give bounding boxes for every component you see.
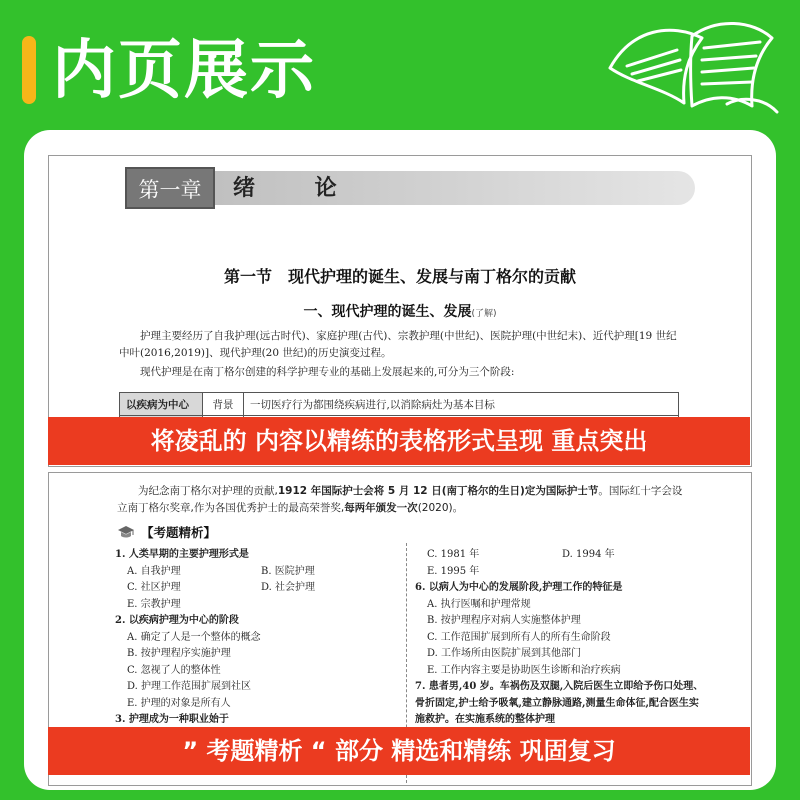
option-c: C. 1981 年: [427, 549, 480, 560]
option-d: D. 护理工作范围扩展到社区: [127, 681, 252, 692]
question-2: 2. 以疾病护理为中心的阶段: [115, 615, 239, 626]
intro-part-a: 为纪念南丁格尔对护理的贡献,: [138, 485, 278, 497]
questions-right-column: [415, 547, 705, 729]
option-b: B. 医院护理: [261, 565, 315, 577]
page-title: 内页展示: [52, 34, 316, 108]
question-1-options-cd: [115, 580, 395, 597]
option-a: A. 确定了人是一个整体的概念: [127, 631, 261, 643]
sub-title: [49, 301, 751, 321]
questions-left-column: [115, 547, 395, 729]
question-1-options-ab: [115, 564, 395, 581]
section-title: 第一节 现代护理的诞生、发展与南丁格尔的贡献: [223, 267, 576, 286]
option-c: C. 忽视了人的整体性: [127, 664, 221, 676]
paragraph-history: 护理主要经历了自我护理(远古时代)、家庭护理(古代)、宗教护理(中世纪)、医院护理(中世纪末)、近代护理[19 世纪中叶(2016,2019)]、现代护理(20 世纪)的历史演变过程。: [119, 330, 677, 359]
chapter-label: 第一章: [125, 167, 215, 209]
paragraph-stages: 现代护理是在南丁格尔创建的科学护理专业的基础上发展起来的,可分为三个阶段:: [140, 366, 515, 378]
option-e: E. 宗教护理: [127, 598, 181, 610]
graduation-cap-icon: [117, 525, 135, 539]
option-e: E. 工作内容主要是协助医生诊断和治疗疾病: [427, 664, 621, 676]
paper-sheets-icon: [592, 8, 792, 128]
option-d: D. 1994 年: [562, 549, 615, 560]
table-row: [120, 393, 679, 416]
option-d: D. 社会护理: [261, 582, 316, 593]
option-a: A. 自我护理: [127, 565, 181, 577]
table-cell-label: 背景: [203, 393, 244, 416]
question-6: 6. 以病人为中心的发展阶段,护理工作的特征是: [415, 582, 623, 593]
option-b: B. 按护理程序实施护理: [127, 648, 231, 659]
title-accent-bar: [22, 36, 36, 104]
question-7: 7. 患者男,40 岁。车祸伤及双腿,入院后医生立即给予伤口处理、骨折固定,护士给予吸氧,建立静脉通路,测量生命体征,配合医生实施救护。在实施系统的整体护理: [415, 681, 704, 725]
intro-part-b: 1912 年国际护士会将 5 月 12 日(南丁格尔的生日)定为国际护士节: [277, 485, 599, 497]
option-c: C. 工作范围扩展到所有人的所有生命阶段: [427, 631, 611, 643]
nightingale-intro: [117, 483, 687, 517]
option-a: A. 执行医嘱和护理常规: [427, 598, 531, 610]
question-5-options-cd: [415, 547, 705, 564]
intro-part-e: (2020)。: [417, 502, 464, 514]
highlight-banner-exam: ” 考题精析 “ 部分 精选和精练 巩固复习: [48, 727, 750, 775]
option-e: E. 1995 年: [427, 565, 480, 577]
table-cell-value: 一切医疗行为都围绕疾病进行,以消除病灶为基本目标: [244, 393, 679, 416]
analysis-heading: [117, 523, 216, 541]
analysis-title: 【考题精析】: [141, 525, 217, 540]
table-row-header: 以疾病为中心: [120, 393, 203, 416]
option-c: C. 社区护理: [127, 582, 181, 593]
sub-title-text: 一、现代护理的诞生、发展: [303, 304, 472, 320]
question-1: 1. 人类早期的主要护理形式是: [115, 549, 249, 560]
intro-part-c: 。国际红十字会设立南丁格尔奖章,作为各国优秀护士的最高荣誉奖,: [117, 485, 683, 514]
option-b: B. 按护理程序对病人实施整体护理: [427, 615, 581, 626]
chapter-title: 绪 论: [233, 175, 363, 201]
question-3: 3. 护理成为一种职业始于: [115, 714, 229, 725]
intro-part-d: 每两年颁发一次: [344, 502, 418, 514]
option-d: D. 工作场所由医院扩展到其他部门: [427, 648, 582, 659]
highlight-banner-table: 将凌乱的 内容以精练的表格形式呈现 重点突出: [48, 417, 750, 465]
option-e: E. 护理的对象是所有人: [127, 697, 231, 709]
sub-title-tag: (了解): [471, 309, 497, 319]
